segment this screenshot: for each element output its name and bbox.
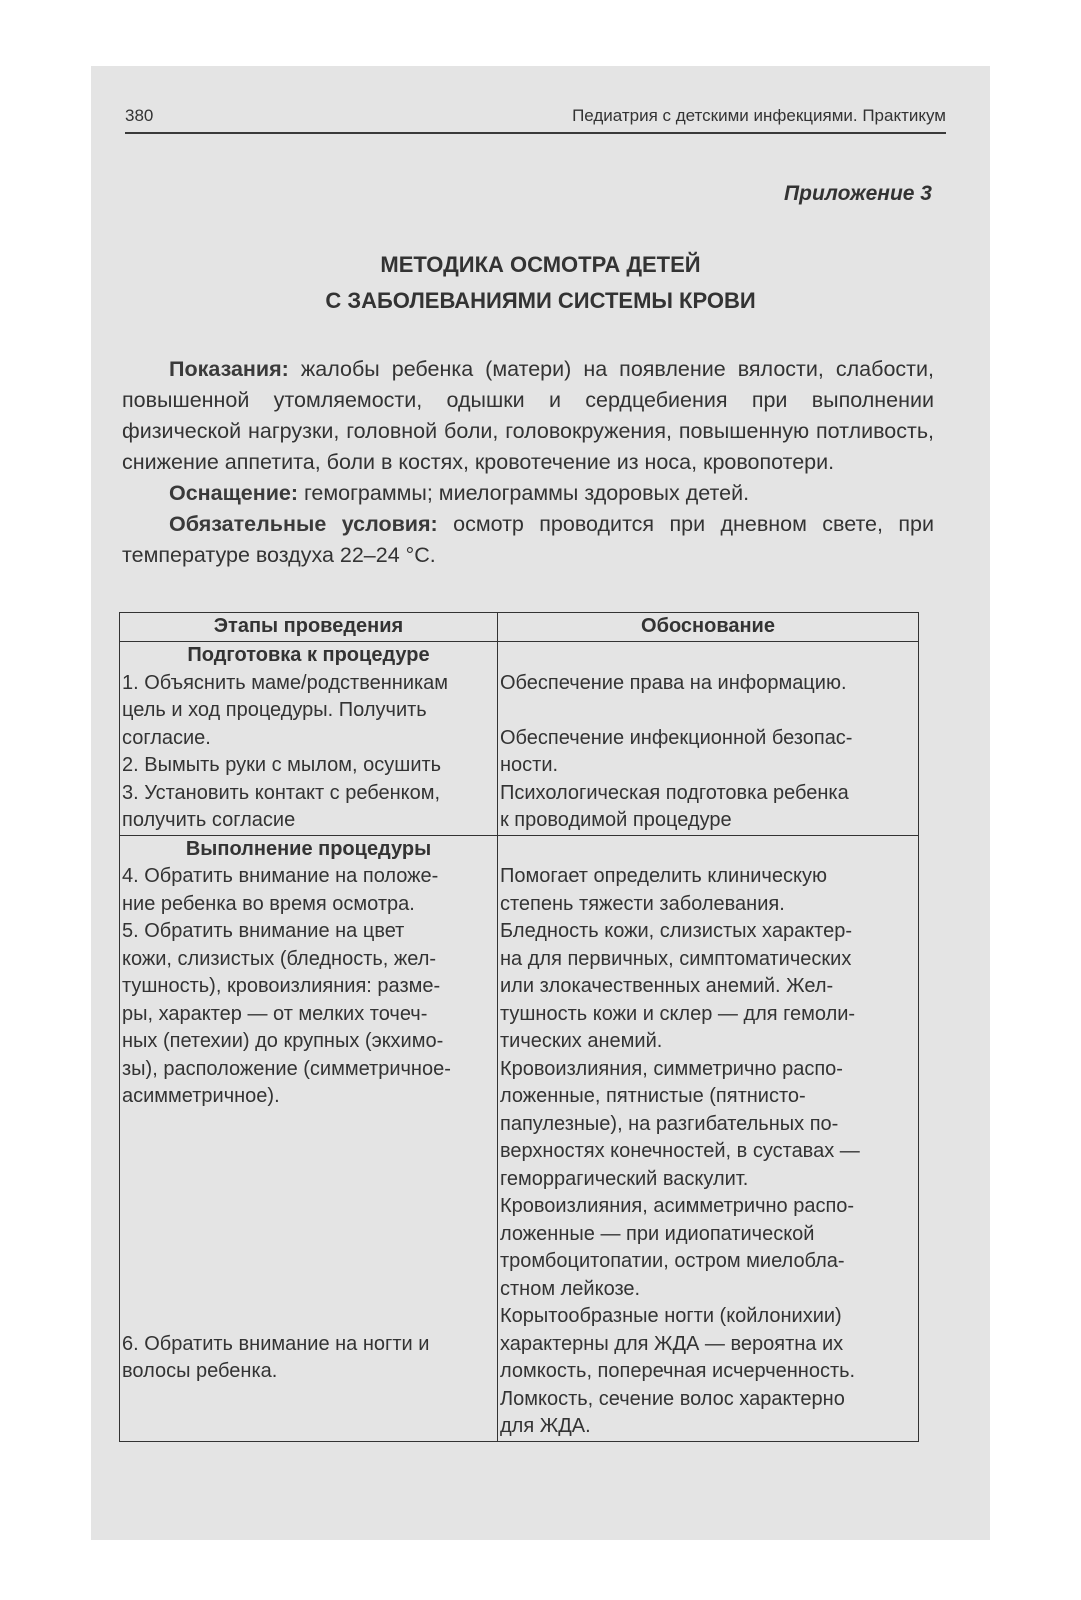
rationale-line: Корытообразные ногти (койлонихии) <box>500 1305 842 1327</box>
rationale-line: ности. <box>500 754 559 776</box>
step-line: 2. Вымыть руки с мылом, осушить <box>122 754 442 776</box>
page-number: 380 <box>125 106 154 125</box>
rationale-line: ложенные, пятнистые (пятнисто- <box>500 1085 806 1107</box>
rationale-line: геморрагический васкулит. <box>500 1167 749 1190</box>
equipment-text: гемограммы; миелограммы здоровых детей. <box>298 481 750 505</box>
preparation-rationale-cell <box>498 642 919 836</box>
step-line: асимметричное). <box>122 1085 280 1107</box>
equipment-paragraph <box>122 478 934 509</box>
table-row <box>120 642 919 836</box>
indications-paragraph <box>122 354 934 478</box>
rationale-line: стном лейкозе. <box>500 1277 641 1300</box>
conditions-paragraph <box>122 509 934 571</box>
rationale-line: Обеспечение права на информацию. <box>500 671 847 694</box>
step-line: кожи, слизистых (бледность, жел- <box>122 947 437 970</box>
step-line: ние ребенка во время осмотра. <box>122 892 415 915</box>
rationale-line: степень тяжести заболевания. <box>500 892 785 915</box>
rationale-line: папулезные), на разгибательных по- <box>500 1112 839 1135</box>
appendix-label: Приложение 3 <box>784 182 932 205</box>
running-title: Педиатрия с детскими инфекциями. Практикум <box>572 106 946 125</box>
rationale-line: Кровоизлияния, асимметрично распо- <box>500 1195 855 1217</box>
step-line: получить согласие <box>122 809 296 831</box>
step-line: ных (петехии) до крупных (экхимо- <box>122 1030 444 1052</box>
page-title <box>91 247 990 319</box>
equipment-label: Оснащение: <box>169 481 299 505</box>
execution-rationale-cell <box>498 835 919 1441</box>
conditions-text: осмотр проводится при дневном свете, при температуре воздуха 22–24 °С. <box>122 512 934 567</box>
spacer <box>500 642 916 670</box>
step-line: 4. Обратить внимание на положе- <box>122 865 439 887</box>
step-line: согласие. <box>122 726 211 749</box>
step-line: зы), расположение (симметричное- <box>122 1057 451 1080</box>
rationale-line: на для первичных, симптоматических <box>500 947 852 970</box>
procedure-table <box>119 612 919 1442</box>
execution-steps-cell <box>120 835 498 1441</box>
step-line: 6. Обратить внимание на ногти и <box>122 1332 430 1355</box>
intro-text <box>122 354 934 571</box>
section-title-execution: Выполнение процедуры <box>185 837 432 860</box>
rationale-line: тромбоцитопатии, остром миелобла- <box>500 1250 845 1272</box>
step-line: тушность), кровоизлияния: разме- <box>122 975 441 997</box>
preparation-steps-cell <box>120 642 498 836</box>
rationale-line: для ЖДА. <box>500 1415 591 1437</box>
rationale-line: тушность кожи и склер — для гемоли- <box>500 1002 856 1025</box>
step-line: цель и ход процедуры. Получить <box>122 699 427 721</box>
spacer <box>122 1111 495 1331</box>
title-line-1: МЕТОДИКА ОСМОТРА ДЕТЕЙ <box>380 252 701 277</box>
rationale-line: Кровоизлияния, симметрично распо- <box>500 1057 843 1080</box>
step-line: ры, характер — от мелких точеч- <box>122 1002 428 1025</box>
column-header-stages: Этапы проведения <box>120 613 498 642</box>
rationale-line: Психологическая подготовка ребенка <box>500 781 849 804</box>
book-page <box>91 66 990 1540</box>
rationale-line: ломкость, поперечная исчерченность. <box>500 1360 856 1382</box>
step-line: волосы ребенка. <box>122 1360 278 1382</box>
rationale-line: Ломкость, сечение волос характерно <box>500 1387 845 1410</box>
rationale-line: Обеспечение инфекционной безопас- <box>500 726 853 749</box>
title-line-2: С ЗАБОЛЕВАНИЯМИ СИСТЕМЫ КРОВИ <box>325 288 756 313</box>
rationale-line: к проводимой процедуре <box>500 809 732 831</box>
rationale-line: ложенные — при идиопатической <box>500 1222 815 1245</box>
step-line: 1. Объяснить маме/родственникам <box>122 671 449 694</box>
spacer <box>500 836 916 864</box>
rationale-line: Бледность кожи, слизистых характер- <box>500 920 853 942</box>
table-row <box>120 835 919 1441</box>
rationale-line: или злокачественных анемий. Жел- <box>500 975 834 997</box>
conditions-label: Обязательные условия: <box>169 512 438 536</box>
rationale-line: Помогает определить клиническую <box>500 865 827 887</box>
section-title-preparation: Подготовка к процедуре <box>187 644 430 666</box>
spacer <box>500 697 916 725</box>
step-line: 3. Установить контакт с ребенком, <box>122 781 441 804</box>
rationale-line: тических анемий. <box>500 1030 663 1052</box>
rationale-line: характерны для ЖДА — вероятна их <box>500 1332 844 1355</box>
step-line: 5. Обратить внимание на цвет <box>122 920 405 942</box>
indications-label: Показания: <box>169 357 289 381</box>
column-header-rationale: Обоснование <box>498 613 919 642</box>
rationale-line: верхностях конечностей, в суставах — <box>500 1140 860 1162</box>
table-header-row <box>120 613 919 642</box>
page-header <box>125 102 946 134</box>
indications-text: жалобы ребенка (матери) на появление вялости, слабости, повышенной утомляемости, одышки и сердцебиения при выполнении физической нагрузки, головной боли, головокружения, повышенную потливость, снижение аппетита, боли в костях, кровотечение из носа, кровопотери. <box>122 357 934 474</box>
